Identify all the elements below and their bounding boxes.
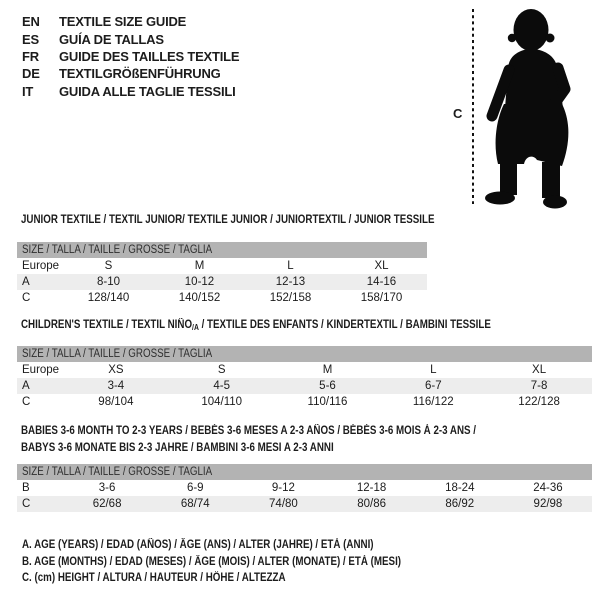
size-header-label: SIZE / TALLA / TAILLE / GRÖSSE / TAGLIA xyxy=(22,466,213,478)
table-cell: S xyxy=(217,364,226,376)
toddler-silhouette-icon xyxy=(485,9,568,209)
language-code: IT xyxy=(22,83,34,99)
footnote-c xyxy=(22,570,468,587)
children-size-table xyxy=(17,346,592,410)
table-cell: 12-18 xyxy=(356,482,387,494)
table-cell: M xyxy=(322,364,333,376)
toddler-figure xyxy=(446,4,600,214)
table-cell: 24-36 xyxy=(533,482,563,494)
table-cell: C xyxy=(22,292,31,304)
footnote-a xyxy=(22,537,468,554)
size-header-label: SIZE / TALLA / TAILLE / GRÖSSE / TAGLIA xyxy=(22,348,213,360)
title-part: CHILDREN'S TEXTILE / TEXTIL NIÑO xyxy=(21,319,193,331)
language-title: TEXTILGRÖßENFÜHRUNG xyxy=(59,66,221,82)
table-cell: 128/140 xyxy=(87,292,130,304)
table-cell: 14-16 xyxy=(366,276,397,288)
table-cell: 86/92 xyxy=(445,498,475,510)
footnote-text: A. AGE (YEARS) / EDAD (AÑOS) / ÂGE (ANS) / ALTER (JAHRE) / ETÀ (ANNI) xyxy=(22,539,374,551)
size-header-bar xyxy=(17,464,592,480)
table-cell: 110/116 xyxy=(307,396,348,408)
table-cell: 158/170 xyxy=(360,292,403,304)
table-cell: 6-7 xyxy=(424,380,442,392)
table-cell: M xyxy=(194,260,205,272)
table-cell: C xyxy=(22,396,31,408)
table-row xyxy=(17,274,427,290)
table-cell: 152/158 xyxy=(269,292,312,304)
language-code: EN xyxy=(22,14,40,30)
table-cell: 3-4 xyxy=(107,380,125,392)
table-row xyxy=(17,362,592,378)
language-row xyxy=(22,65,239,82)
table-cell: L xyxy=(430,364,437,376)
table-cell: Europe xyxy=(22,364,60,376)
table-cell: 10-12 xyxy=(184,276,215,288)
babies-size-table xyxy=(17,464,592,512)
language-title: TEXTILE SIZE GUIDE xyxy=(59,14,187,30)
junior-size-table xyxy=(17,242,427,306)
footnote-b xyxy=(22,554,468,571)
language-header xyxy=(22,13,239,100)
language-row xyxy=(22,13,239,30)
table-cell: 74/80 xyxy=(269,498,298,510)
table-cell: 6-9 xyxy=(186,482,204,494)
table-cell: 4-5 xyxy=(213,380,230,392)
language-title: GUÍA DE TALLAS xyxy=(59,31,164,47)
table-cell: A xyxy=(22,276,30,288)
footnotes xyxy=(22,537,468,587)
table-cell: 9-12 xyxy=(271,482,295,494)
table-cell: 62/68 xyxy=(92,498,122,510)
language-row xyxy=(22,83,239,100)
title-part: / TEXTILE DES ENFANTS / KINDERTEXTIL / BAMBINI TESSILE xyxy=(198,319,491,331)
section-title-text: BABYS 3-6 MONATE BIS 2-3 JAHRE / BAMBINI 3-6 MESI A 2-3 ANNI xyxy=(21,441,334,454)
table-cell: 8-10 xyxy=(96,276,121,288)
table-row xyxy=(17,480,592,496)
table-row xyxy=(17,258,427,274)
table-cell: Europe xyxy=(22,260,60,272)
title-subscript: /A xyxy=(192,323,199,332)
language-code: DE xyxy=(22,66,40,82)
table-cell: A xyxy=(22,380,30,392)
table-cell: 12-13 xyxy=(275,276,306,288)
table-cell: 92/98 xyxy=(533,498,563,510)
size-header-label: SIZE / TALLA / TAILLE / GRÖSSE / TAGLIA xyxy=(22,244,213,256)
table-cell: S xyxy=(104,260,113,272)
table-row xyxy=(17,290,427,306)
table-cell: 122/128 xyxy=(518,396,560,408)
table-cell: 98/104 xyxy=(98,396,134,408)
section-title-text: JUNIOR TEXTILE / TEXTIL JUNIOR/ TEXTILE JUNIOR / JUNIORTEXTIL / JUNIOR TESSILE xyxy=(21,214,435,226)
table-cell: 140/152 xyxy=(178,292,221,304)
height-label: C xyxy=(453,106,463,121)
footnote-text: C. (cm) HEIGHT / ALTURA / HAUTEUR / HÖHE / ALTEZZA xyxy=(22,572,286,585)
language-title: GUIDA ALLE TAGLIE TESSILI xyxy=(59,83,236,99)
language-code: FR xyxy=(22,48,39,64)
language-title: GUIDE DES TAILLES TEXTILE xyxy=(59,48,240,64)
table-row xyxy=(17,394,592,410)
table-cell: 116/122 xyxy=(412,396,454,408)
babies-section-title xyxy=(21,423,556,456)
footnote-text: B. AGE (MONTHS) / EDAD (MESES) / ÂGE (MOIS) / ALTER (MONATE) / ETÀ (MESI) xyxy=(22,555,402,568)
table-row xyxy=(17,378,592,394)
table-cell: XL xyxy=(532,364,547,376)
table-cell: 68/74 xyxy=(180,498,210,510)
table-cell: XL xyxy=(374,260,389,272)
table-row xyxy=(17,496,592,512)
table-cell: L xyxy=(287,260,294,272)
table-cell: 80/86 xyxy=(357,498,386,510)
language-code: ES xyxy=(22,31,39,47)
language-row xyxy=(22,48,239,65)
children-section-title xyxy=(21,317,574,335)
size-header-bar xyxy=(17,242,427,258)
table-cell: XS xyxy=(108,364,124,376)
table-cell: C xyxy=(22,498,31,510)
table-cell: 7-8 xyxy=(530,380,548,392)
section-title-text: BABIES 3-6 MONTH TO 2-3 YEARS / BEBÉS 3-6 MESES A 2-3 AÑOS / BÉBÉS 3-6 MOIS À 2-3 ANS / xyxy=(21,425,477,437)
junior-section-title xyxy=(21,212,507,229)
section-title-text xyxy=(21,317,491,335)
table-cell: 3-6 xyxy=(98,482,116,494)
language-row xyxy=(22,30,239,47)
table-cell: B xyxy=(22,482,30,494)
size-header-bar xyxy=(17,346,592,362)
table-cell: 104/110 xyxy=(201,396,243,408)
table-cell: 18-24 xyxy=(445,482,475,494)
table-cell: 5-6 xyxy=(319,380,336,392)
